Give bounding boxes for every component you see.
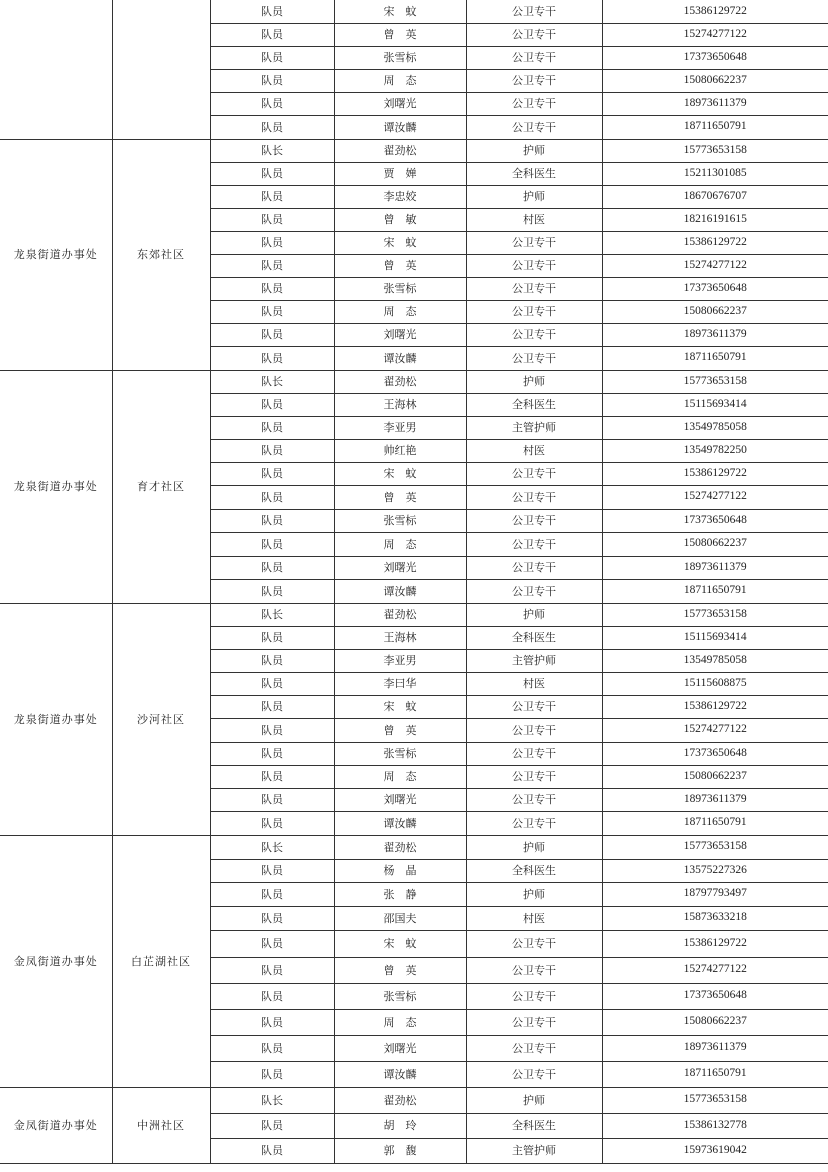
role-cell: 队员: [210, 930, 334, 957]
title-cell: 公卫专干: [466, 1009, 602, 1035]
role-cell: 队员: [210, 23, 334, 46]
title-cell: 公卫专干: [466, 115, 602, 139]
name-cell: 周 态: [334, 532, 466, 556]
name-cell: 谭汝麟: [334, 1061, 466, 1087]
role-cell: 队员: [210, 765, 334, 788]
role-cell: 队员: [210, 69, 334, 92]
phone-cell: 15274277122: [602, 23, 828, 46]
name-cell: 周 态: [334, 69, 466, 92]
title-cell: 公卫专干: [466, 23, 602, 46]
name-cell: 翟劲松: [334, 370, 466, 393]
title-cell: 公卫专干: [466, 811, 602, 835]
phone-cell: 17373650648: [602, 742, 828, 765]
name-cell: 胡 玲: [334, 1113, 466, 1138]
phone-cell: 15080662237: [602, 1009, 828, 1035]
title-cell: 公卫专干: [466, 788, 602, 811]
name-cell: 张雪标: [334, 509, 466, 532]
phone-cell: 15386129722: [602, 930, 828, 957]
phone-cell: 15274277122: [602, 957, 828, 983]
role-cell: 队员: [210, 1009, 334, 1035]
title-cell: 公卫专干: [466, 718, 602, 742]
title-cell: 护师: [466, 1087, 602, 1113]
role-cell: 队员: [210, 485, 334, 509]
name-cell: 张雪标: [334, 277, 466, 300]
title-cell: 公卫专干: [466, 532, 602, 556]
title-cell: 公卫专干: [466, 1061, 602, 1087]
street-office-cell: 金凤街道办事处: [0, 1087, 112, 1163]
phone-cell: 13549785058: [602, 649, 828, 672]
table-row: [0, 370, 828, 393]
title-cell: 公卫专干: [466, 254, 602, 277]
title-cell: 主管护师: [466, 1138, 602, 1163]
title-cell: 主管护师: [466, 649, 602, 672]
role-cell: 队员: [210, 788, 334, 811]
title-cell: 公卫专干: [466, 930, 602, 957]
phone-cell: 15386129722: [602, 0, 828, 23]
role-cell: 队员: [210, 1061, 334, 1087]
name-cell: 宋 蚊: [334, 0, 466, 23]
role-cell: 队员: [210, 346, 334, 370]
role-cell: 队员: [210, 46, 334, 69]
name-cell: 曾 英: [334, 718, 466, 742]
table-row: [0, 139, 828, 162]
role-cell: 队员: [210, 323, 334, 346]
phone-cell: 15773653158: [602, 603, 828, 626]
phone-cell: 13549785058: [602, 416, 828, 439]
title-cell: 全科医生: [466, 1113, 602, 1138]
name-cell: 周 态: [334, 765, 466, 788]
phone-cell: 17373650648: [602, 983, 828, 1009]
phone-cell: 15386132778: [602, 1113, 828, 1138]
phone-cell: 15115693414: [602, 393, 828, 416]
title-cell: 公卫专干: [466, 0, 602, 23]
role-cell: 队员: [210, 811, 334, 835]
phone-cell: 15274277122: [602, 254, 828, 277]
name-cell: 刘曙光: [334, 323, 466, 346]
title-cell: 公卫专干: [466, 957, 602, 983]
role-cell: 队员: [210, 556, 334, 579]
phone-cell: 18973611379: [602, 556, 828, 579]
street-office-cell: 龙泉街道办事处: [0, 370, 112, 603]
role-cell: 队员: [210, 92, 334, 115]
title-cell: 全科医生: [466, 859, 602, 882]
phone-cell: 15773653158: [602, 139, 828, 162]
title-cell: 公卫专干: [466, 462, 602, 485]
phone-cell: 13549782250: [602, 439, 828, 462]
name-cell: 翟劲松: [334, 139, 466, 162]
title-cell: 公卫专干: [466, 742, 602, 765]
phone-cell: 15080662237: [602, 300, 828, 323]
phone-cell: 15773653158: [602, 835, 828, 859]
table-row: [0, 0, 828, 23]
name-cell: 曾 英: [334, 254, 466, 277]
table-row: [0, 835, 828, 859]
phone-cell: 15115608875: [602, 672, 828, 695]
phone-cell: 18973611379: [602, 1035, 828, 1061]
phone-cell: 18973611379: [602, 788, 828, 811]
name-cell: 郭 馥: [334, 1138, 466, 1163]
title-cell: 公卫专干: [466, 579, 602, 603]
name-cell: 李亚男: [334, 649, 466, 672]
name-cell: 李亚男: [334, 416, 466, 439]
role-cell: 队员: [210, 579, 334, 603]
title-cell: 公卫专干: [466, 277, 602, 300]
title-cell: 公卫专干: [466, 485, 602, 509]
phone-cell: 18973611379: [602, 323, 828, 346]
phone-cell: 18711650791: [602, 1061, 828, 1087]
street-office-cell: 龙泉街道办事处: [0, 603, 112, 835]
name-cell: 翟劲松: [334, 835, 466, 859]
name-cell: 张 静: [334, 882, 466, 906]
role-cell: 队员: [210, 1113, 334, 1138]
community-cell: 东郊社区: [112, 139, 210, 370]
role-cell: 队员: [210, 718, 334, 742]
name-cell: 周 态: [334, 1009, 466, 1035]
role-cell: 队员: [210, 695, 334, 718]
phone-cell: 15386129722: [602, 231, 828, 254]
role-cell: 队员: [210, 957, 334, 983]
name-cell: 邵国夫: [334, 906, 466, 930]
phone-cell: 15773653158: [602, 1087, 828, 1113]
name-cell: 谭汝麟: [334, 346, 466, 370]
role-cell: 队员: [210, 162, 334, 185]
phone-cell: 15080662237: [602, 69, 828, 92]
phone-cell: 15873633218: [602, 906, 828, 930]
title-cell: 村医: [466, 672, 602, 695]
title-cell: 村医: [466, 208, 602, 231]
role-cell: 队员: [210, 532, 334, 556]
role-cell: 队长: [210, 603, 334, 626]
name-cell: 杨 晶: [334, 859, 466, 882]
community-cell: 育才社区: [112, 370, 210, 603]
name-cell: 曾 英: [334, 23, 466, 46]
name-cell: 谭汝麟: [334, 811, 466, 835]
role-cell: 队员: [210, 742, 334, 765]
community-cell: 中洲社区: [112, 1087, 210, 1163]
role-cell: 队员: [210, 185, 334, 208]
title-cell: 公卫专干: [466, 346, 602, 370]
name-cell: 曾 英: [334, 957, 466, 983]
title-cell: 主管护师: [466, 416, 602, 439]
name-cell: 谭汝麟: [334, 115, 466, 139]
street-office-cell: 金凤街道办事处: [0, 835, 112, 1087]
title-cell: 村医: [466, 439, 602, 462]
street-office-cell: 龙泉街道办事处: [0, 139, 112, 370]
name-cell: 刘曙光: [334, 788, 466, 811]
name-cell: 张雪标: [334, 46, 466, 69]
title-cell: 公卫专干: [466, 231, 602, 254]
phone-cell: 17373650648: [602, 509, 828, 532]
phone-cell: 15386129722: [602, 462, 828, 485]
role-cell: 队长: [210, 370, 334, 393]
phone-cell: 15274277122: [602, 718, 828, 742]
title-cell: 护师: [466, 882, 602, 906]
role-cell: 队员: [210, 416, 334, 439]
title-cell: 全科医生: [466, 626, 602, 649]
phone-cell: 18711650791: [602, 346, 828, 370]
role-cell: 队长: [210, 835, 334, 859]
role-cell: 队员: [210, 509, 334, 532]
title-cell: 公卫专干: [466, 556, 602, 579]
role-cell: 队员: [210, 439, 334, 462]
phone-cell: 18973611379: [602, 92, 828, 115]
table-row: [0, 603, 828, 626]
phone-cell: 13575227326: [602, 859, 828, 882]
name-cell: 宋 蚊: [334, 462, 466, 485]
phone-cell: 15080662237: [602, 532, 828, 556]
phone-cell: 15386129722: [602, 695, 828, 718]
phone-cell: 15773653158: [602, 370, 828, 393]
title-cell: 护师: [466, 835, 602, 859]
community-cell: 沙河社区: [112, 603, 210, 835]
role-cell: 队员: [210, 1035, 334, 1061]
role-cell: 队员: [210, 882, 334, 906]
title-cell: 公卫专干: [466, 765, 602, 788]
name-cell: 张雪标: [334, 983, 466, 1009]
name-cell: 刘曙光: [334, 1035, 466, 1061]
title-cell: 全科医生: [466, 393, 602, 416]
street-office-cell: [0, 0, 112, 139]
title-cell: 公卫专干: [466, 69, 602, 92]
phone-cell: 15115693414: [602, 626, 828, 649]
name-cell: 周 态: [334, 300, 466, 323]
name-cell: 王海林: [334, 393, 466, 416]
name-cell: 宋 蚊: [334, 695, 466, 718]
role-cell: 队员: [210, 254, 334, 277]
phone-cell: 18711650791: [602, 811, 828, 835]
title-cell: 护师: [466, 370, 602, 393]
title-cell: 公卫专干: [466, 695, 602, 718]
phone-cell: 15080662237: [602, 765, 828, 788]
role-cell: 队员: [210, 115, 334, 139]
title-cell: 公卫专干: [466, 300, 602, 323]
phone-cell: 18216191615: [602, 208, 828, 231]
role-cell: 队员: [210, 859, 334, 882]
table-row: [0, 1087, 828, 1113]
name-cell: 曾 敏: [334, 208, 466, 231]
name-cell: 王海林: [334, 626, 466, 649]
role-cell: 队员: [210, 462, 334, 485]
name-cell: 李曰华: [334, 672, 466, 695]
phone-cell: 15211301085: [602, 162, 828, 185]
role-cell: 队员: [210, 208, 334, 231]
role-cell: 队员: [210, 0, 334, 23]
role-cell: 队员: [210, 1138, 334, 1163]
role-cell: 队员: [210, 906, 334, 930]
title-cell: 全科医生: [466, 162, 602, 185]
role-cell: 队员: [210, 300, 334, 323]
role-cell: 队员: [210, 277, 334, 300]
role-cell: 队员: [210, 983, 334, 1009]
title-cell: 公卫专干: [466, 92, 602, 115]
role-cell: 队员: [210, 649, 334, 672]
phone-cell: 17373650648: [602, 46, 828, 69]
title-cell: 护师: [466, 603, 602, 626]
name-cell: 李忠姣: [334, 185, 466, 208]
name-cell: 翟劲松: [334, 1087, 466, 1113]
name-cell: 帅红艳: [334, 439, 466, 462]
title-cell: 护师: [466, 139, 602, 162]
phone-cell: 18711650791: [602, 579, 828, 603]
name-cell: 宋 蚊: [334, 231, 466, 254]
role-cell: 队长: [210, 139, 334, 162]
name-cell: 谭汝麟: [334, 579, 466, 603]
title-cell: 公卫专干: [466, 983, 602, 1009]
name-cell: 刘曙光: [334, 556, 466, 579]
phone-cell: 15973619042: [602, 1138, 828, 1163]
role-cell: 队员: [210, 672, 334, 695]
role-cell: 队员: [210, 626, 334, 649]
community-cell: [112, 0, 210, 139]
name-cell: 刘曙光: [334, 92, 466, 115]
title-cell: 护师: [466, 185, 602, 208]
title-cell: 公卫专干: [466, 323, 602, 346]
name-cell: 张雪标: [334, 742, 466, 765]
name-cell: 宋 蚊: [334, 930, 466, 957]
phone-cell: 15274277122: [602, 485, 828, 509]
title-cell: 公卫专干: [466, 509, 602, 532]
phone-cell: 18670676707: [602, 185, 828, 208]
name-cell: 曾 英: [334, 485, 466, 509]
role-cell: 队长: [210, 1087, 334, 1113]
role-cell: 队员: [210, 231, 334, 254]
name-cell: 翟劲松: [334, 603, 466, 626]
phone-cell: 18711650791: [602, 115, 828, 139]
name-cell: 贾 婵: [334, 162, 466, 185]
title-cell: 村医: [466, 906, 602, 930]
community-cell: 白芷湖社区: [112, 835, 210, 1087]
title-cell: 公卫专干: [466, 46, 602, 69]
role-cell: 队员: [210, 393, 334, 416]
phone-cell: 18797793497: [602, 882, 828, 906]
phone-cell: 17373650648: [602, 277, 828, 300]
title-cell: 公卫专干: [466, 1035, 602, 1061]
